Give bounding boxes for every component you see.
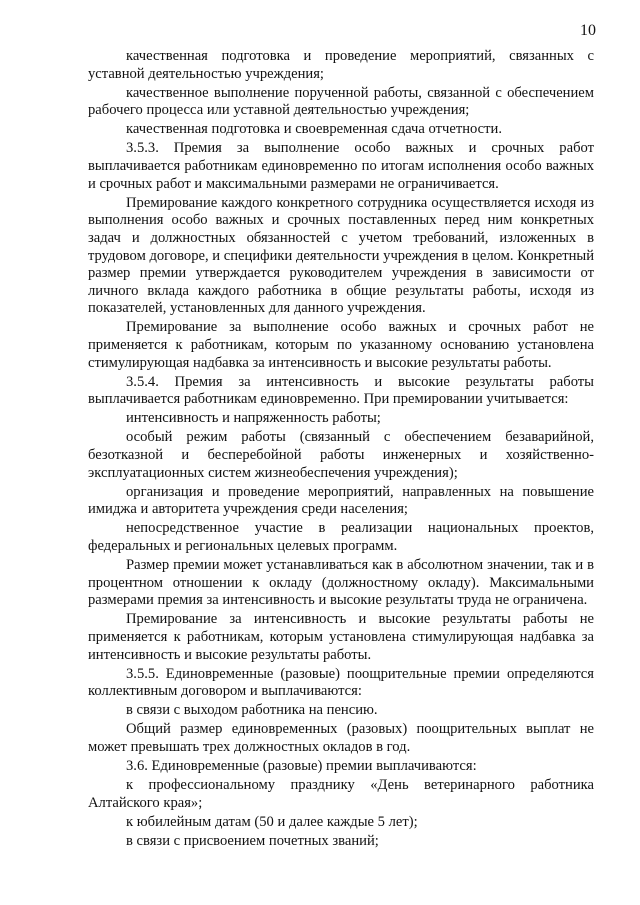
paragraph-10: организация и проведение мероприятий, направленных на повышение имиджа и авторитета учреждения среди населения;: [88, 483, 594, 518]
paragraph-14: 3.5.5. Единовременные (разовые) поощрительные премии определяются коллективным договором и выплачиваются:: [88, 665, 594, 700]
paragraph-6: Премирование за выполнение особо важных и срочных работ не применяется к работникам, которым по указанному основанию установлена стимулирующая надбавка за интенсивность и высокие результаты работы.: [88, 319, 594, 371]
paragraph-17: 3.6. Единовременные (разовые) премии выплачиваются:: [126, 758, 477, 775]
document-body: [88, 48, 594, 852]
paragraph-9: особый режим работы (связанный с обеспечением безаварийной, безотказной и бесперебойной работы инженерных и хозяйственно-эксплуатационных систем жизнеобеспечения учреждения);: [88, 429, 594, 481]
paragraph-3: качественная подготовка и своевременная сдача отчетности.: [126, 121, 502, 138]
paragraph-4: 3.5.3. Премия за выполнение особо важных и срочных работ выплачивается работникам единовременно по итогам исполнения особо важных и срочных работ и максимальными размерами не ограничивается.: [88, 140, 594, 192]
paragraph-1: качественная подготовка и проведение мероприятий, связанных с уставной деятельностью учреждения;: [88, 48, 594, 82]
paragraph-2: качественное выполнение порученной работы, связанной с обеспечением рабочего процесса или уставной деятельностью учреждения;: [88, 84, 594, 119]
paragraph-13: Премирование за интенсивность и высокие результаты работы не применяется к работникам, которым установлена стимулирующая надбавка за интенсивность и высокие результаты работы.: [88, 611, 594, 663]
paragraph-18: к профессиональному празднику «День ветеринарного работника Алтайского края»;: [88, 777, 594, 811]
paragraph-7: 3.5.4. Премия за интенсивность и высокие результаты работы выплачивается работникам единовременно. При премировании учитывается:: [88, 373, 594, 408]
paragraph-15: в связи с выходом работника на пенсию.: [126, 702, 378, 719]
page-number: 10: [580, 22, 596, 39]
paragraph-19: к юбилейным датам (50 и далее каждые 5 лет);: [126, 813, 418, 830]
paragraph-16: Общий размер единовременных (разовых) поощрительных выплат не может превышать трех должностных окладов в год.: [88, 721, 594, 756]
paragraph-20: в связи с присвоением почетных званий;: [126, 833, 379, 850]
paragraph-5: Премирование каждого конкретного сотрудника осуществляется исходя из выполнения особо важных и срочных поставленных перед ним конкретных задач и должностных обязанностей с учетом требований, изложенных в трудовом договоре, и специфики деятельности учреждения в целом. Конкретный размер премии утверждается руководителем учреждения в зависимости от личного вклада каждого работника в общие результаты работы, исходя из показателей, установленных для данного учреждения.: [88, 194, 594, 317]
paragraph-12: Размер премии может устанавливаться как в абсолютном значении, так и в процентном отношении к окладу (должностному окладу). Максимальными размерами премия за интенсивность и высокие результаты труда не ограничена.: [88, 557, 594, 609]
paragraph-8: интенсивность и напряженность работы;: [126, 410, 381, 427]
paragraph-11: непосредственное участие в реализации национальных проектов, федеральных и региональных целевых программ.: [88, 520, 594, 555]
